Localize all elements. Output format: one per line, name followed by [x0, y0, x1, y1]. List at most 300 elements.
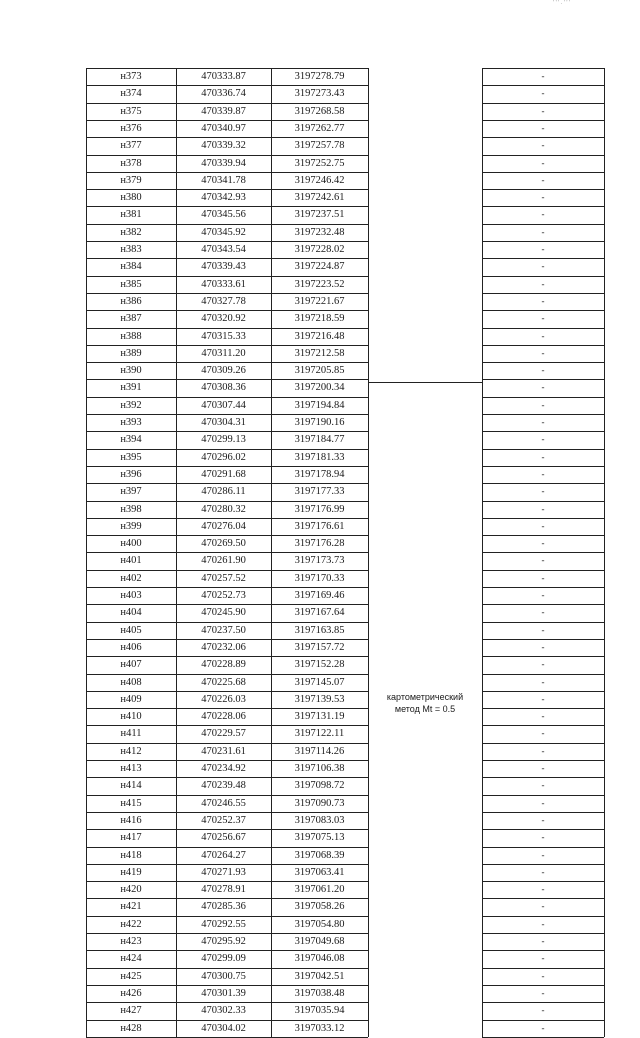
- x-coordinate-cell: 470276.04: [201, 521, 246, 532]
- accuracy-cell: -: [541, 123, 545, 133]
- table-row: [86, 691, 604, 708]
- row-divider: [86, 206, 368, 207]
- y-coordinate-cell: 3197232.48: [294, 227, 345, 238]
- x-coordinate-cell: 470229.57: [201, 728, 246, 739]
- accuracy-cell: -: [541, 175, 545, 185]
- accuracy-cell: -: [541, 659, 545, 669]
- x-coordinate-cell: 470256.67: [201, 832, 246, 843]
- row-divider: [482, 345, 604, 346]
- y-coordinate-cell: 3197242.61: [294, 192, 345, 203]
- accuracy-cell: -: [541, 521, 545, 531]
- y-coordinate-cell: 3197090.73: [294, 798, 345, 809]
- x-coordinate-cell: 470299.13: [201, 434, 246, 445]
- column-divider: [368, 68, 369, 1037]
- point-id-cell: н394: [120, 434, 142, 445]
- row-divider: [482, 224, 604, 225]
- x-coordinate-cell: 470333.87: [201, 71, 246, 82]
- row-divider: [86, 604, 368, 605]
- point-id-cell: н400: [120, 538, 142, 549]
- point-id-cell: н420: [120, 884, 142, 895]
- row-divider: [482, 206, 604, 207]
- row-divider: [482, 241, 604, 242]
- y-coordinate-cell: 3197262.77: [294, 123, 345, 134]
- table-row: [86, 760, 604, 777]
- row-divider: [482, 622, 604, 623]
- point-id-cell: н402: [120, 573, 142, 584]
- accuracy-cell: -: [541, 261, 545, 271]
- accuracy-cell: -: [541, 227, 545, 237]
- x-coordinate-cell: 470345.92: [201, 227, 246, 238]
- point-id-cell: н419: [120, 867, 142, 878]
- accuracy-cell: -: [541, 331, 545, 341]
- row-divider: [86, 916, 368, 917]
- y-coordinate-cell: 3197157.72: [294, 642, 345, 653]
- accuracy-cell: -: [541, 469, 545, 479]
- table-row: [86, 397, 604, 414]
- point-id-cell: н392: [120, 400, 142, 411]
- y-coordinate-cell: 3197061.20: [294, 884, 345, 895]
- y-coordinate-cell: 3197163.85: [294, 625, 345, 636]
- y-coordinate-cell: 3197054.80: [294, 919, 345, 930]
- table-row: [86, 501, 604, 518]
- row-divider: [86, 241, 368, 242]
- x-coordinate-cell: 470339.87: [201, 106, 246, 117]
- table-row: [86, 431, 604, 448]
- y-coordinate-cell: 3197169.46: [294, 590, 345, 601]
- row-divider: [86, 483, 368, 484]
- row-divider: [86, 743, 368, 744]
- x-coordinate-cell: 470309.26: [201, 365, 246, 376]
- accuracy-cell: -: [541, 642, 545, 652]
- x-coordinate-cell: 470300.75: [201, 971, 246, 982]
- row-divider: [482, 656, 604, 657]
- point-id-cell: н395: [120, 452, 142, 463]
- row-divider: [86, 137, 368, 138]
- table-row: [86, 206, 604, 223]
- column-divider: [604, 68, 605, 1037]
- x-coordinate-cell: 470342.93: [201, 192, 246, 203]
- row-divider: [86, 777, 368, 778]
- row-divider: [482, 449, 604, 450]
- x-coordinate-cell: 470252.37: [201, 815, 246, 826]
- accuracy-cell: -: [541, 763, 545, 773]
- point-id-cell: н377: [120, 140, 142, 151]
- row-divider: [86, 587, 368, 588]
- row-divider: [482, 172, 604, 173]
- row-divider: [482, 708, 604, 709]
- row-divider: [86, 120, 368, 121]
- point-id-cell: н389: [120, 348, 142, 359]
- accuracy-cell: -: [541, 953, 545, 963]
- point-id-cell: н382: [120, 227, 142, 238]
- y-coordinate-cell: 3197218.59: [294, 313, 345, 324]
- coordinates-table: [86, 68, 604, 1037]
- table-row: [86, 137, 604, 154]
- method-note-line: метод Mt = 0.5: [394, 704, 456, 714]
- table-row: [86, 743, 604, 760]
- row-divider: [86, 570, 368, 571]
- row-divider: [86, 155, 368, 156]
- row-divider: [86, 414, 368, 415]
- x-coordinate-cell: 470280.32: [201, 504, 246, 515]
- row-divider: [86, 691, 368, 692]
- row-divider: [86, 933, 368, 934]
- row-divider: [86, 431, 368, 432]
- table-row: [86, 379, 604, 396]
- x-coordinate-cell: 470252.73: [201, 590, 246, 601]
- x-coordinate-cell: 470320.92: [201, 313, 246, 324]
- y-coordinate-cell: 3197106.38: [294, 763, 345, 774]
- y-coordinate-cell: 3197046.08: [294, 953, 345, 964]
- y-coordinate-cell: 3197194.84: [294, 400, 345, 411]
- row-divider: [86, 172, 368, 173]
- table-row: [86, 518, 604, 535]
- point-id-cell: н418: [120, 850, 142, 861]
- y-coordinate-cell: 3197139.53: [294, 694, 345, 705]
- row-divider: [482, 362, 604, 363]
- table-row: [86, 916, 604, 933]
- point-id-cell: н383: [120, 244, 142, 255]
- x-coordinate-cell: 470228.06: [201, 711, 246, 722]
- table-row: [86, 189, 604, 206]
- x-coordinate-cell: 470295.92: [201, 936, 246, 947]
- x-coordinate-cell: 470245.90: [201, 607, 246, 618]
- x-coordinate-cell: 470315.33: [201, 331, 246, 342]
- point-id-cell: н386: [120, 296, 142, 307]
- row-divider: [86, 224, 368, 225]
- y-coordinate-cell: 3197068.39: [294, 850, 345, 861]
- accuracy-cell: -: [541, 988, 545, 998]
- accuracy-cell: -: [541, 192, 545, 202]
- row-divider: [482, 847, 604, 848]
- table-row: [86, 241, 604, 258]
- row-divider: [482, 691, 604, 692]
- row-divider: [482, 103, 604, 104]
- x-coordinate-cell: 470327.78: [201, 296, 246, 307]
- table-row: [86, 345, 604, 362]
- y-coordinate-cell: 3197122.11: [294, 728, 345, 739]
- row-divider: [482, 570, 604, 571]
- y-coordinate-cell: 3197167.64: [294, 607, 345, 618]
- point-id-cell: н405: [120, 625, 142, 636]
- x-coordinate-cell: 470271.93: [201, 867, 246, 878]
- point-id-cell: н384: [120, 261, 142, 272]
- y-coordinate-cell: 3197058.26: [294, 901, 345, 912]
- x-coordinate-cell: 470299.09: [201, 953, 246, 964]
- table-row: [86, 103, 604, 120]
- y-coordinate-cell: 3197145.07: [294, 677, 345, 688]
- y-coordinate-cell: 3197033.12: [294, 1023, 345, 1034]
- x-coordinate-cell: 470311.20: [201, 348, 246, 359]
- row-divider: [86, 535, 368, 536]
- row-divider: [86, 881, 368, 882]
- table-row: [86, 172, 604, 189]
- row-divider: [86, 898, 368, 899]
- x-coordinate-cell: 470307.44: [201, 400, 246, 411]
- y-coordinate-cell: 3197252.75: [294, 158, 345, 169]
- row-divider: [482, 725, 604, 726]
- table-row: [86, 68, 604, 85]
- row-divider: [86, 708, 368, 709]
- row-divider: [86, 674, 368, 675]
- row-divider: [482, 916, 604, 917]
- point-id-cell: н403: [120, 590, 142, 601]
- x-coordinate-cell: 470343.54: [201, 244, 246, 255]
- accuracy-cell: -: [541, 209, 545, 219]
- row-divider: [482, 483, 604, 484]
- x-coordinate-cell: 470339.43: [201, 261, 246, 272]
- row-divider: [86, 293, 368, 294]
- row-divider: [86, 449, 368, 450]
- y-coordinate-cell: 3197273.43: [294, 88, 345, 99]
- row-divider: [482, 812, 604, 813]
- y-coordinate-cell: 3197170.33: [294, 573, 345, 584]
- x-coordinate-cell: 470225.68: [201, 677, 246, 688]
- row-divider: [86, 276, 368, 277]
- y-coordinate-cell: 3197190.16: [294, 417, 345, 428]
- row-divider: [86, 258, 368, 259]
- accuracy-cell: -: [541, 88, 545, 98]
- column-divider: [176, 68, 177, 1037]
- row-divider: [482, 535, 604, 536]
- point-id-cell: н414: [120, 780, 142, 791]
- point-id-cell: н411: [120, 728, 142, 739]
- accuracy-cell: -: [541, 71, 545, 81]
- row-divider: [482, 760, 604, 761]
- point-id-cell: н413: [120, 763, 142, 774]
- column-divider: [482, 68, 483, 1037]
- row-divider: [86, 68, 368, 69]
- point-id-cell: н397: [120, 486, 142, 497]
- point-id-cell: н422: [120, 919, 142, 930]
- row-divider: [482, 189, 604, 190]
- accuracy-cell: -: [541, 832, 545, 842]
- table-row: [86, 795, 604, 812]
- y-coordinate-cell: 3197278.79: [294, 71, 345, 82]
- y-coordinate-cell: 3197131.19: [294, 711, 345, 722]
- y-coordinate-cell: 3197098.72: [294, 780, 345, 791]
- table-row: [86, 483, 604, 500]
- y-coordinate-cell: 3197049.68: [294, 936, 345, 947]
- x-coordinate-cell: 470301.39: [201, 988, 246, 999]
- point-id-cell: н417: [120, 832, 142, 843]
- row-divider: [86, 397, 368, 398]
- table-row: [86, 933, 604, 950]
- accuracy-cell: -: [541, 850, 545, 860]
- x-coordinate-cell: 470285.36: [201, 901, 246, 912]
- x-coordinate-cell: 470234.92: [201, 763, 246, 774]
- point-id-cell: н376: [120, 123, 142, 134]
- accuracy-cell: -: [541, 140, 545, 150]
- accuracy-cell: -: [541, 936, 545, 946]
- method-note-line: картометрический: [386, 692, 464, 702]
- table-row: [86, 881, 604, 898]
- x-coordinate-cell: 470339.94: [201, 158, 246, 169]
- row-divider: [86, 328, 368, 329]
- accuracy-cell: -: [541, 365, 545, 375]
- row-divider: [86, 985, 368, 986]
- row-divider: [86, 189, 368, 190]
- y-coordinate-cell: 3197246.42: [294, 175, 345, 186]
- table-row: [86, 276, 604, 293]
- point-id-cell: н409: [120, 694, 142, 705]
- x-coordinate-cell: 470278.91: [201, 884, 246, 895]
- table-row: [86, 570, 604, 587]
- point-id-cell: н427: [120, 1005, 142, 1016]
- row-divider: [482, 968, 604, 969]
- table-row: [86, 552, 604, 569]
- row-divider: [86, 847, 368, 848]
- point-id-cell: н393: [120, 417, 142, 428]
- row-divider: [86, 501, 368, 502]
- accuracy-cell: -: [541, 780, 545, 790]
- x-coordinate-cell: 470302.33: [201, 1005, 246, 1016]
- method-note: [368, 691, 482, 715]
- table-row: [86, 535, 604, 552]
- point-id-cell: н381: [120, 209, 142, 220]
- y-coordinate-cell: 3197173.73: [294, 555, 345, 566]
- x-coordinate-cell: 470333.61: [201, 279, 246, 290]
- x-coordinate-cell: 470336.74: [201, 88, 246, 99]
- row-divider: [482, 137, 604, 138]
- point-id-cell: н404: [120, 607, 142, 618]
- y-coordinate-cell: 3197205.85: [294, 365, 345, 376]
- x-coordinate-cell: 470291.68: [201, 469, 246, 480]
- point-id-cell: н408: [120, 677, 142, 688]
- accuracy-cell: -: [541, 711, 545, 721]
- accuracy-cell: -: [541, 244, 545, 254]
- accuracy-cell: -: [541, 106, 545, 116]
- point-id-cell: н416: [120, 815, 142, 826]
- row-divider: [86, 552, 368, 553]
- table-row: [86, 258, 604, 275]
- row-divider: [482, 881, 604, 882]
- table-row: [86, 968, 604, 985]
- row-divider: [482, 604, 604, 605]
- row-divider: [482, 328, 604, 329]
- point-id-cell: н387: [120, 313, 142, 324]
- x-coordinate-cell: 470304.31: [201, 417, 246, 428]
- row-divider: [482, 501, 604, 502]
- accuracy-cell: -: [541, 296, 545, 306]
- table-row: [86, 847, 604, 864]
- row-divider: [86, 345, 368, 346]
- row-divider: [86, 518, 368, 519]
- row-divider: [86, 812, 368, 813]
- table-row: [86, 1002, 604, 1019]
- accuracy-cell: -: [541, 452, 545, 462]
- row-divider: [482, 414, 604, 415]
- row-divider: [482, 1002, 604, 1003]
- row-divider: [86, 950, 368, 951]
- merged-cell-divider: [368, 382, 482, 383]
- y-coordinate-cell: 3197223.52: [294, 279, 345, 290]
- point-id-cell: н421: [120, 901, 142, 912]
- x-coordinate-cell: 470286.11: [201, 486, 246, 497]
- point-id-cell: н399: [120, 521, 142, 532]
- point-id-cell: н415: [120, 798, 142, 809]
- accuracy-cell: -: [541, 919, 545, 929]
- accuracy-cell: -: [541, 590, 545, 600]
- point-id-cell: н378: [120, 158, 142, 169]
- y-coordinate-cell: 3197257.78: [294, 140, 345, 151]
- row-divider: [482, 795, 604, 796]
- accuracy-cell: -: [541, 815, 545, 825]
- table-row: [86, 812, 604, 829]
- accuracy-cell: -: [541, 434, 545, 444]
- point-id-cell: н390: [120, 365, 142, 376]
- row-divider: [482, 985, 604, 986]
- row-divider: [482, 293, 604, 294]
- accuracy-cell: -: [541, 573, 545, 583]
- row-divider: [86, 310, 368, 311]
- table-row: [86, 466, 604, 483]
- x-coordinate-cell: 470304.02: [201, 1023, 246, 1034]
- point-id-cell: н412: [120, 746, 142, 757]
- column-divider: [86, 68, 87, 1037]
- x-coordinate-cell: 470339.32: [201, 140, 246, 151]
- row-divider: [482, 1020, 604, 1021]
- row-divider: [482, 258, 604, 259]
- accuracy-cell: -: [541, 417, 545, 427]
- row-divider: [86, 829, 368, 830]
- accuracy-cell: -: [541, 158, 545, 168]
- y-coordinate-cell: 3197063.41: [294, 867, 345, 878]
- table-row: [86, 328, 604, 345]
- point-id-cell: н410: [120, 711, 142, 722]
- row-divider: [482, 310, 604, 311]
- row-divider: [482, 397, 604, 398]
- row-divider: [86, 1002, 368, 1003]
- accuracy-cell: -: [541, 884, 545, 894]
- y-coordinate-cell: 3197176.99: [294, 504, 345, 515]
- row-divider: [86, 103, 368, 104]
- table-row: [86, 293, 604, 310]
- y-coordinate-cell: 3197075.13: [294, 832, 345, 843]
- row-divider: [482, 518, 604, 519]
- table-row: [86, 950, 604, 967]
- row-divider: [86, 1020, 368, 1021]
- y-coordinate-cell: 3197268.58: [294, 106, 345, 117]
- y-coordinate-cell: 3197038.48: [294, 988, 345, 999]
- row-divider: [482, 155, 604, 156]
- point-id-cell: н373: [120, 71, 142, 82]
- x-coordinate-cell: 470341.78: [201, 175, 246, 186]
- x-coordinate-cell: 470237.50: [201, 625, 246, 636]
- accuracy-cell: -: [541, 504, 545, 514]
- accuracy-cell: -: [541, 607, 545, 617]
- table-row: [86, 864, 604, 881]
- accuracy-cell: -: [541, 746, 545, 756]
- x-coordinate-cell: 470264.27: [201, 850, 246, 861]
- x-coordinate-cell: 470261.90: [201, 555, 246, 566]
- row-divider: [86, 85, 368, 86]
- x-coordinate-cell: 470345.56: [201, 209, 246, 220]
- accuracy-cell: -: [541, 798, 545, 808]
- point-id-cell: н385: [120, 279, 142, 290]
- scan-header-marks: ' ' ' . ' ' ': [553, 0, 570, 6]
- row-divider: [482, 379, 604, 380]
- row-divider: [86, 760, 368, 761]
- table-row: [86, 155, 604, 172]
- row-divider: [482, 743, 604, 744]
- point-id-cell: н388: [120, 331, 142, 342]
- accuracy-cell: -: [541, 867, 545, 877]
- accuracy-cell: -: [541, 694, 545, 704]
- y-coordinate-cell: 3197212.58: [294, 348, 345, 359]
- y-coordinate-cell: 3197184.77: [294, 434, 345, 445]
- table-row: [86, 725, 604, 742]
